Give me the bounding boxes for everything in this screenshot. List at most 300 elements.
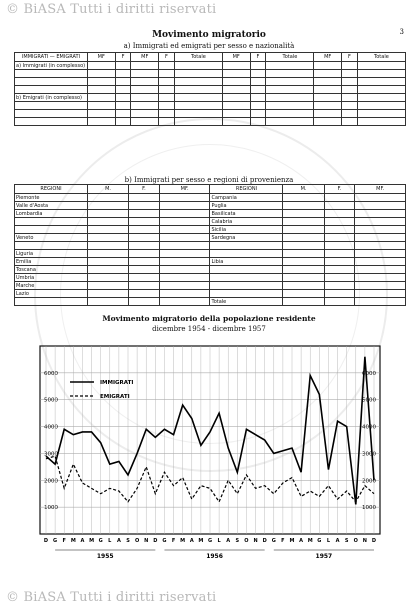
table-a-cell [357,102,405,110]
x-tick-label: L [108,538,112,544]
table-b-region-right [210,282,283,290]
table-a-cell [250,86,266,94]
table-b-cell [129,194,160,202]
x-tick-label: S [126,538,130,544]
table-b-cell [159,202,210,210]
table-b-cell [159,258,210,266]
x-tick-label: G [53,538,58,544]
table-b-region-left: Liguria [15,250,88,258]
table-a-cell [159,70,175,78]
x-tick-label: L [326,538,331,544]
table-b-region-left: Lazio [15,290,88,298]
year-label: 1955 [96,553,114,560]
table-a-cell [341,102,357,110]
table-b-region-right: Puglia [210,202,283,210]
table-a-cell [131,62,159,70]
table-a-cell [222,86,250,94]
table-a-cell [174,62,222,70]
x-tick-label: O [353,538,358,544]
table-a-cell [266,70,314,78]
table-a-row [15,86,406,94]
table-a-cell [341,86,357,94]
table-b-col-header: MF. [159,185,210,194]
table-a-row [15,94,406,102]
table-b-cell [355,242,406,250]
table-a-cell [314,94,342,102]
table-b-cell [324,266,355,274]
table-b-cell [159,218,210,226]
table-a-cell [266,110,314,118]
table-b-cell [324,234,355,242]
table-b-cell [88,210,129,218]
table-a-row-label [15,70,88,78]
table-a-cell [88,62,116,70]
table-a-cell [88,94,116,102]
table-b-region-left: Lombardia [15,210,88,218]
table-a-col-header: MF [222,53,250,62]
table-b-cell [129,274,160,282]
x-tick-label: G [317,538,322,544]
table-a-cell [159,110,175,118]
table-b-cell [159,194,210,202]
table-b-cell [88,226,129,234]
x-tick-label: D [262,538,267,544]
table-b-stub-header-left: REGIONI [15,185,88,194]
table-b-cell [324,218,355,226]
table-b-cell [283,298,324,306]
table-b-cell [129,210,160,218]
table-b-region-right: Campania [210,194,283,202]
table-b-cell [355,258,406,266]
y-tick-label-left: 5000 [44,397,58,404]
table-b-cell [88,250,129,258]
table-b-cell [355,298,406,306]
table-a-row-label [15,110,88,118]
table-b-cell [324,194,355,202]
table-a-col-header: Totale [174,53,222,62]
table-a-cell [222,118,250,126]
table-a-cell [131,86,159,94]
table-a-cell [266,78,314,86]
x-tick-label: D [43,538,49,544]
table-a-cell [250,62,266,70]
x-tick-label: G [271,538,276,544]
table-b-region-left [15,298,88,306]
table-b-caption: b) Immigrati per sesso e regioni di provenienza [124,176,294,184]
table-a-col-header: MF [131,53,159,62]
table-b-cell [159,234,210,242]
table-a-cell [174,86,222,94]
table-a-col-header: Totale [357,53,405,62]
table-b-cell [324,226,355,234]
table-a-row [15,102,406,110]
table-b-cell [129,218,160,226]
table-b-cell [159,282,210,290]
table-a-cell [159,86,175,94]
table-a-cell [88,70,116,78]
table-a-cell [314,118,342,126]
table-b-region-right: Libia [210,258,283,266]
table-a-row [15,118,406,126]
table-a-cell [314,102,342,110]
table-a-row-label [15,78,88,86]
table-b-region-left: Toscana [15,266,88,274]
table-b-cell [88,242,129,250]
year-label: 1956 [206,553,223,560]
table-b-cell [283,258,324,266]
table-a-cell [222,62,250,70]
table-a-cell [159,78,175,86]
table-b-row [15,274,406,282]
x-tick-label: D [371,538,377,544]
table-a-caption: a) Immigrati ed emigrati per sesso e nazionalità [123,42,295,50]
x-tick-label: L [217,538,221,544]
table-b-region-right: Sardegna [210,234,283,242]
table-a-cell [222,110,250,118]
table-b-region-left: Marche [15,282,88,290]
table-a-cell [357,118,405,126]
table-b-cell [159,266,210,274]
table-b-cell [355,266,406,274]
table-a-cell [314,70,342,78]
table-a-cell [341,70,357,78]
table-b-cell [88,290,129,298]
table-b-row [15,290,406,298]
table-b-region-right: Calabria [210,218,283,226]
table-a-cell [174,102,222,110]
x-tick-label: M [70,538,76,544]
x-tick-label: M [180,538,186,544]
table-b-cell [355,274,406,282]
table-a-row-label [15,86,88,94]
table-a-cell [341,110,357,118]
legend-label: IMMIGRATI [100,380,134,386]
table-b-cell [129,202,160,210]
x-tick-label: F [171,538,176,544]
table-b-cell [129,282,160,290]
table-b-cell [159,290,210,298]
table-b-cell [355,290,406,298]
x-tick-label: N [144,538,149,544]
x-tick-label: A [116,538,121,544]
table-b-region-right [210,290,283,298]
y-tick-label-right: 2000 [362,478,376,485]
table-a-row-label [15,102,88,110]
table-b-cell [324,202,355,210]
table-a-col-header: MF [314,53,342,62]
table-a-cell [159,94,175,102]
table-b-col-header: F. [129,185,160,194]
table-b-row [15,202,406,210]
table-a-cell [250,118,266,126]
table-b-col-header: M. [283,185,324,194]
table-b-cell [283,226,324,234]
table-a-cell [250,110,266,118]
x-tick-label: F [62,538,66,544]
table-a-cell [357,70,405,78]
table-a-cell [341,78,357,86]
table-a-row-label: a) Immigrati (in complesso) [15,62,88,70]
table-b-cell [129,258,160,266]
table-b-row [15,258,406,266]
table-b-cell [324,290,355,298]
table-a-cell [115,110,131,118]
table-b-cell [88,234,129,242]
table-b-cell [355,218,406,226]
table-a-cell [341,62,357,70]
table-a-stub-header: IMMIGRATI — EMIGRATI [15,53,88,62]
table-a-cell [266,86,314,94]
table-a-col-header: F [341,53,357,62]
x-tick-label: A [226,538,231,544]
table-b-cell [283,218,324,226]
y-tick-label-right: 6000 [362,370,376,377]
table-b-region-right: Basilicata [210,210,283,218]
table-b-cell [159,250,210,258]
table-a-cell [115,94,131,102]
table-a-cell [88,110,116,118]
table-b-cell [283,282,324,290]
table-a-cell [88,118,116,126]
table-b-cell [355,202,406,210]
table-a-cell [266,62,314,70]
table-b-cell [283,234,324,242]
table-a-cell [341,94,357,102]
table-a-cell [115,102,131,110]
table-a-cell [115,70,131,78]
table-b-cell [355,194,406,202]
table-b-cell [88,258,129,266]
table-b-region-right [210,250,283,258]
x-tick-label: M [289,538,295,544]
table-a-cell [174,118,222,126]
table-a [14,52,406,126]
table-a-cell [222,94,250,102]
table-a-cell [174,110,222,118]
table-b-cell [283,242,324,250]
table-b-cell [324,242,355,250]
table-b-cell [88,202,129,210]
table-b-region-right: Totale [210,298,283,306]
table-a-col-header: F [115,53,131,62]
table-a-cell [159,102,175,110]
table-b-cell [88,194,129,202]
table-a-col-header: F [159,53,175,62]
table-a-col-header: MF [88,53,116,62]
table-b-region-left: Emilia [15,258,88,266]
table-b-cell [324,274,355,282]
x-tick-label: M [89,538,95,544]
table-b-cell [159,226,210,234]
table-b-cell [324,258,355,266]
table-a-cell [357,78,405,86]
table-b-col-header: M. [88,185,129,194]
watermark-top: © BiASA Tutti i diritti riservati [6,2,217,17]
table-b-row [15,298,406,306]
x-tick-label: G [162,538,167,544]
table-b-cell [129,242,160,250]
table-a-cell [131,110,159,118]
table-b-row [15,210,406,218]
table-b-region-right: Sicilia [210,226,283,234]
table-b-cell [88,266,129,274]
table-b-cell [88,274,129,282]
x-tick-label: N [362,538,367,544]
table-b-cell [355,210,406,218]
table-a-cell [88,86,116,94]
table-b-cell [324,210,355,218]
x-tick-label: N [253,538,258,544]
table-a-cell [131,118,159,126]
table-a-row [15,62,406,70]
table-a-cell [131,102,159,110]
table-b-cell [129,234,160,242]
x-tick-label: O [244,538,249,544]
table-b-cell [88,218,129,226]
table-b-cell [129,226,160,234]
table-b-stub-header-right: REGIONI [210,185,283,194]
table-a-cell [131,70,159,78]
table-b-cell [88,282,129,290]
table-b-cell [159,298,210,306]
y-tick-label-left: 4000 [44,424,58,431]
chart-subtitle: dicembre 1954 - dicembre 1957 [152,325,266,333]
table-b-col-header: F. [324,185,355,194]
x-tick-label: D [153,538,158,544]
table-b-region-left: Valle d'Aosta [15,202,88,210]
table-a-cell [314,78,342,86]
y-tick-label-right: 4000 [362,424,376,431]
table-b-cell [159,210,210,218]
table-b-cell [283,266,324,274]
x-tick-label: M [307,538,313,544]
x-tick-label: A [335,538,340,544]
table-a-cell [174,70,222,78]
table-a-row [15,110,406,118]
table-b-region-left [15,226,88,234]
x-tick-label: A [189,538,194,544]
table-a-col-header: Totale [266,53,314,62]
table-a-cell [357,62,405,70]
table-b-cell [88,298,129,306]
y-tick-label-right: 5000 [362,397,376,404]
table-b-row [15,282,406,290]
x-tick-label: F [281,538,285,544]
x-tick-label: A [299,538,304,544]
table-a-cell [250,70,266,78]
table-b-region-left: Umbria [15,274,88,282]
table-a-cell [314,86,342,94]
table-a-cell [222,78,250,86]
chart-title: Movimento migratorio della popolazione residente [102,314,316,323]
table-b-region-left: Piemonte [15,194,88,202]
x-tick-label: A [80,538,85,544]
table-b-cell [355,226,406,234]
table-a-cell [115,62,131,70]
y-tick-label-left: 1000 [44,505,58,512]
table-b-cell [324,298,355,306]
table-b [14,184,406,306]
x-tick-label: M [198,538,204,544]
table-b-cell [283,274,324,282]
table-a-cell [222,102,250,110]
y-tick-label-right: 3000 [362,451,376,458]
table-b-row [15,218,406,226]
table-a-row-label [15,118,88,126]
table-b-cell [129,298,160,306]
table-b-cell [324,282,355,290]
table-a-cell [341,118,357,126]
table-a-cell [222,70,250,78]
table-a-cell [266,102,314,110]
table-a-cell [174,78,222,86]
table-a-col-header: F [250,53,266,62]
x-tick-label: G [98,538,103,544]
table-a-cell [266,118,314,126]
table-a-cell [159,118,175,126]
table-b-region-right [210,266,283,274]
page-title: Movimento migratorio [152,30,266,40]
legend-label: EMIGRATI [100,394,130,400]
table-a-cell [88,78,116,86]
table-b-region-left [15,242,88,250]
table-b-cell [355,282,406,290]
table-a-cell [250,78,266,86]
table-a-cell [357,110,405,118]
table-b-row [15,194,406,202]
table-a-cell [314,62,342,70]
table-a-cell [357,86,405,94]
table-b-cell [283,290,324,298]
table-a-cell [115,86,131,94]
table-a-cell [174,94,222,102]
table-a-cell [250,102,266,110]
table-a-cell [314,110,342,118]
table-a-cell [131,94,159,102]
table-b-cell [283,202,324,210]
table-b-col-header: MF. [355,185,406,194]
table-a-row [15,70,406,78]
year-label: 1957 [315,553,333,560]
migration-chart [12,338,406,578]
table-b-cell [283,250,324,258]
table-b-cell [355,250,406,258]
y-tick-label-left: 3000 [44,451,58,458]
table-a-cell [250,94,266,102]
x-tick-label: S [344,538,349,544]
table-b-cell [159,242,210,250]
y-tick-label-right: 1000 [362,505,376,512]
table-b-row [15,242,406,250]
table-b-row [15,266,406,274]
table-b-cell [283,194,324,202]
y-tick-label-left: 2000 [44,478,58,485]
x-tick-label: O [134,538,140,544]
table-b-region-right [210,274,283,282]
table-b-cell [355,234,406,242]
table-b-cell [129,250,160,258]
table-a-cell [266,94,314,102]
table-b-cell [129,290,160,298]
table-b-region-left [15,218,88,226]
x-tick-label: S [235,538,240,544]
page-number: 3 [399,28,404,36]
table-b-region-left: Veneto [15,234,88,242]
table-b-cell [129,266,160,274]
table-a-cell [88,102,116,110]
table-a-cell [131,78,159,86]
table-b-cell [324,250,355,258]
